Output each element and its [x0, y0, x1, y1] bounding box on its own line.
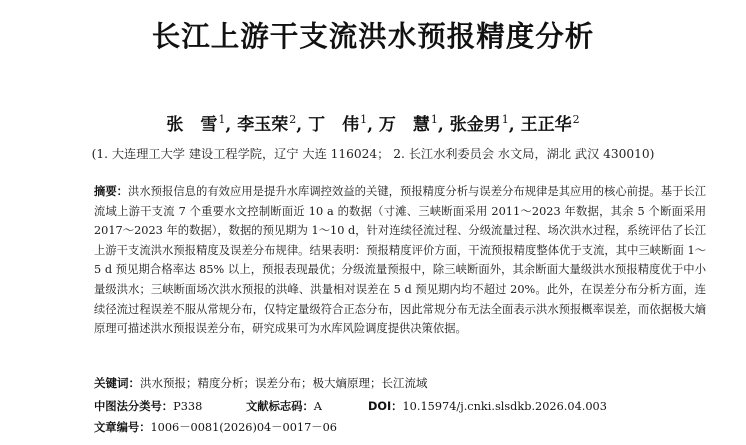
article-number-value: 1006－0081(2026)04－0017－06	[150, 421, 337, 434]
author-name: 张金男	[449, 115, 501, 135]
abstract	[94, 182, 706, 339]
author-affiliation-mark: 1	[430, 113, 438, 126]
clc-label: 中图法分类号：	[94, 400, 174, 413]
article-number-label: 文章编号：	[94, 421, 151, 434]
abstract-label: 摘要：	[94, 185, 129, 198]
doc-code-label: 文献标志码：	[246, 400, 314, 413]
abstract-text: 洪水预报信息的有效应用是提升水库调控效益的关键，预报精度分析与误差分布规律是其应用的核心前提。基于长江流域上游干支流 7 个重要水文控制断面近 10 a 的数据（寸滩、三峡断面采用 2011～2023 年数据，其余 5 个断面采用 2017～2023 年的数据），数据的预见期为 1～10 d，针对连续径流过程、分级流量过程、场次洪水过程，系统评估了长江上游干支流洪水预报精度及误差分布规律。结果表明：预报精度评价方面，干流预报精度整体优于支流，其中三峡断面 1～5 d 预见期合格率达 85% 以上，预报表现最优；分级流量预报中，除三峡断面外，其余断面大量级洪水预报精度优于中小量级洪水；三峡断面场次洪水预报的洪峰、洪量相对误差在 5 d 预见期内均不超过 20%。此外，在误差分布分析方面，连续径流过程误差不服从常规分布，仅特定量级符合正态分布，因此常规分布无法全面表示洪水预报概率误差，而依据极大熵原理可描述洪水预报误差分布，研究成果可为水库风险调度提供决策依据。	[94, 185, 706, 336]
author-name: 万 慧	[378, 115, 430, 135]
author-affiliation-mark: 1	[218, 113, 226, 126]
doc-code-value: A	[313, 400, 322, 413]
keywords-text: 洪水预报；精度分析；误差分布；极大熵原理；长江流域	[140, 376, 428, 390]
doi-value: 10.15974/j.cnki.slsdkb.2026.04.003	[402, 400, 607, 413]
author-name: 李玉荣	[237, 115, 289, 135]
clc-value: P338	[173, 400, 203, 413]
paper-title: 长江上游干支流洪水预报精度分析	[151, 20, 595, 53]
classification-row	[94, 398, 706, 414]
keywords-label: 关键词：	[94, 376, 140, 390]
author-affiliation-mark: 1	[501, 113, 509, 126]
author-affiliation-mark: 2	[289, 113, 297, 126]
author-affiliation-mark: 2	[572, 113, 580, 126]
article-number-row	[94, 419, 706, 435]
author-list: 张 雪$^1$, 李玉荣$^2$, 丁 伟$^1$, 万 慧$^1$, 张金男$^1$, 王正华$^2$	[166, 113, 580, 135]
author-name: 丁 伟	[308, 115, 360, 135]
author-name: 张 雪	[166, 115, 218, 135]
author-affiliation-mark: 1	[360, 113, 368, 126]
keywords	[94, 375, 706, 391]
author-name: 王正华	[520, 115, 572, 135]
doi-label: DOI：	[368, 400, 403, 413]
affiliations: (1. 大连理工大学 建设工程学院，辽宁 大连 116024； 2. 长江水利委员会 水文局，湖北 武汉 430010)	[91, 147, 655, 161]
